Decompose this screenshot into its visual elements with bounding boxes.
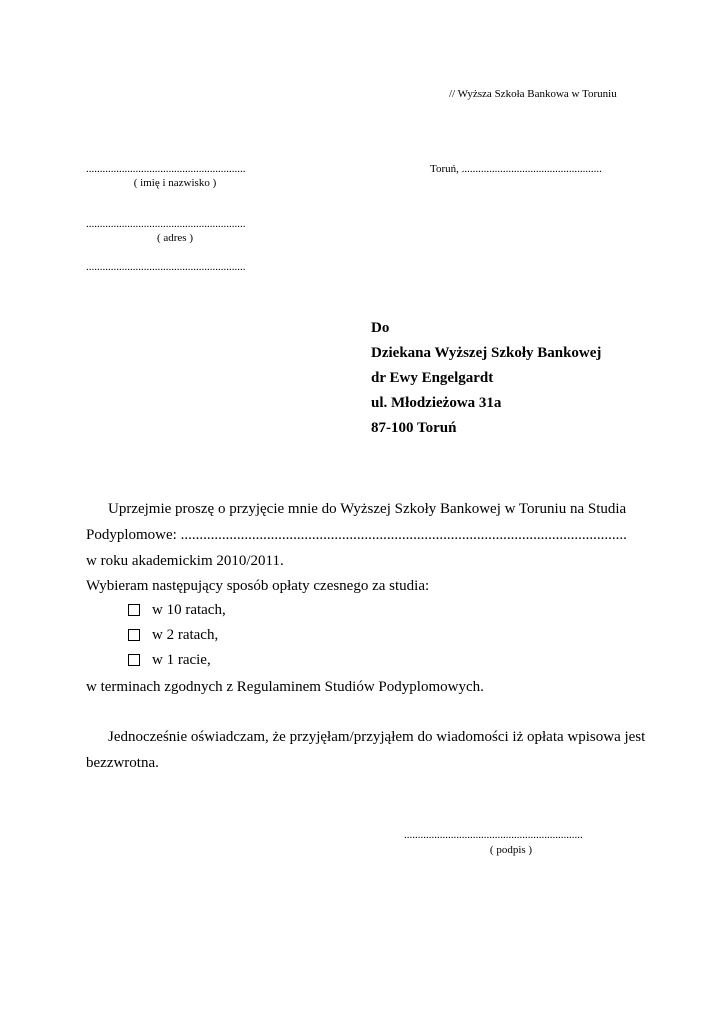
name-dots: .......................................................... — [86, 163, 246, 175]
signature-caption: ( podpis ) — [489, 844, 533, 856]
address-dots-1: .......................................................... — [86, 218, 246, 230]
name-caption: ( imię i nazwisko ) — [133, 177, 217, 189]
recipient-line-3: dr Ewy Engelgardt — [371, 370, 494, 386]
option-10-installments[interactable] — [128, 600, 226, 620]
recipient-line-5: 87-100 Toruń — [371, 420, 457, 436]
address-caption: ( adres ) — [156, 232, 194, 244]
request-line-2: Podyplomowe: ....................................................................................................................... — [86, 527, 627, 543]
address-dots-2: .......................................................... — [86, 261, 246, 273]
institution-header: // Wyższa Szkoła Bankowa w Toruniu — [449, 88, 617, 100]
request-line-1: Uprzejmie proszę o przyjęcie mnie do Wyższej Szkoły Bankowej w Toruniu na Studia — [108, 501, 627, 517]
option-label: w 2 ratach, — [152, 627, 219, 643]
recipient-line-2: Dziekana Wyższej Szkoły Bankowej — [371, 345, 602, 361]
checkbox[interactable] — [128, 629, 140, 641]
option-2-installments[interactable] — [128, 625, 218, 645]
request-line-3: w roku akademickim 2010/2011. — [86, 553, 284, 569]
option-1-installment[interactable] — [128, 650, 211, 670]
option-label: w 10 ratach, — [152, 602, 226, 618]
checkbox[interactable] — [128, 654, 140, 666]
declaration-line-2: bezzwrotna. — [86, 755, 159, 771]
payment-intro: Wybieram następujący sposób opłaty czesnego za studia: — [86, 578, 430, 594]
option-label: w 1 racie, — [152, 652, 211, 668]
checkbox[interactable] — [128, 604, 140, 616]
terms-line: w terminach zgodnych z Regulaminem Studiów Podyplomowych. — [86, 679, 484, 695]
place-date: Toruń, ................................................... — [430, 163, 602, 175]
recipient-line-4: ul. Młodzieżowa 31a — [371, 395, 502, 411]
recipient-line-1: Do — [371, 320, 390, 336]
signature-dots: ................................................................. — [404, 829, 583, 841]
declaration-line-1: Jednocześnie oświadczam, że przyjęłam/przyjąłem do wiadomości iż opłata wpisowa jest — [108, 729, 646, 745]
